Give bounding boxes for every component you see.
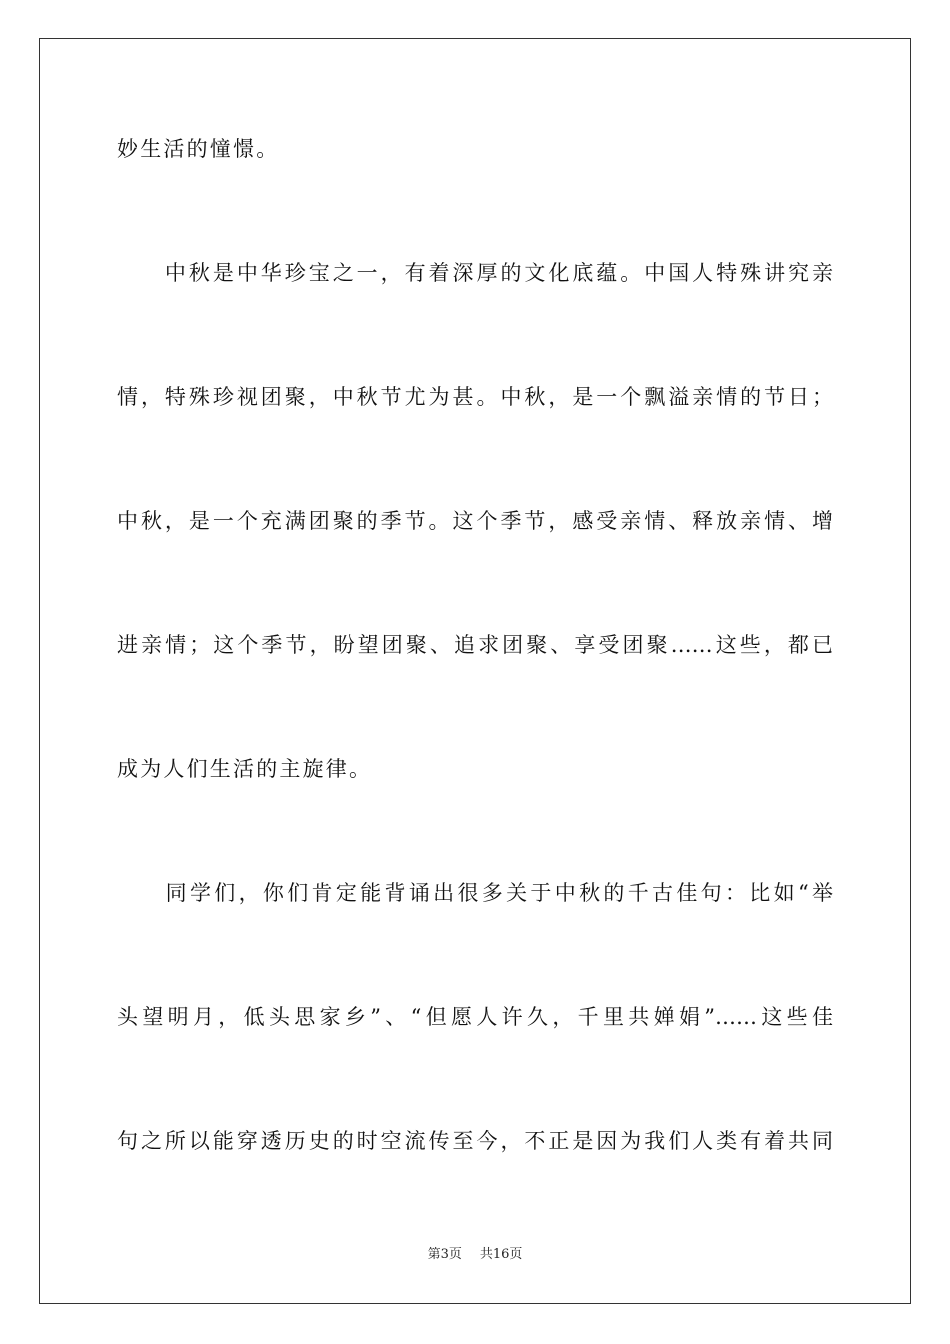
text-line-2: 中秋是中华珍宝之一，有着深厚的文化底蕴。中国人特殊讲究亲 <box>117 261 833 285</box>
text-line-8: 头望明月，低头思家乡”、“但愿人许久，千里共婵娟”……这些佳 <box>117 1005 833 1029</box>
text-line-4: 中秋，是一个充满团聚的季节。这个季节，感受亲情、释放亲情、增 <box>117 509 833 533</box>
page-number: 第3页 <box>427 1247 462 1262</box>
text-line-5: 进亲情；这个季节，盼望团聚、追求团聚、享受团聚……这些，都已 <box>117 633 833 657</box>
text-line-9: 句之所以能穿透历史的时空流传至今，不正是因为我们人类有着共同 <box>117 1129 833 1153</box>
page-total: 共16页 <box>479 1247 523 1262</box>
page-frame <box>39 38 911 1304</box>
text-line-6: 成为人们生活的主旋律。 <box>117 757 373 781</box>
text-line-3: 情，特殊珍视团聚，中秋节尤为甚。中秋，是一个飘溢亲情的节日； <box>117 385 833 409</box>
text-line-7: 同学们，你们肯定能背诵出很多关于中秋的千古佳句：比如“举 <box>117 881 833 905</box>
page-footer <box>0 1246 950 1264</box>
text-line-1: 妙生活的憧憬。 <box>117 137 280 161</box>
